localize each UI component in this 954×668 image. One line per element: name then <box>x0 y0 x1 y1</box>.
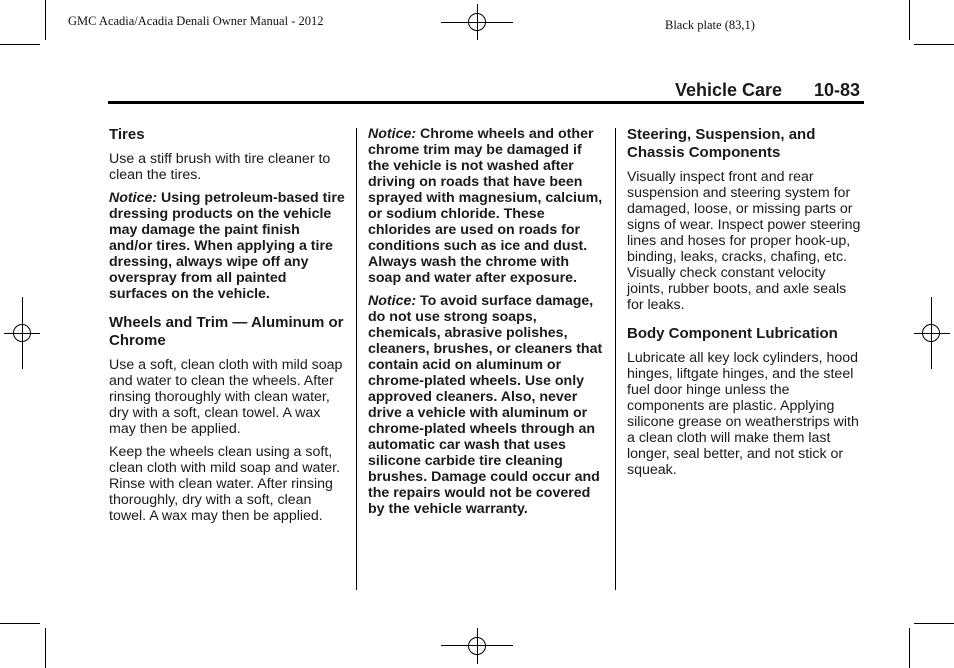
column-middle <box>368 126 606 524</box>
notice-text: Chrome wheels and other chrome trim may be damaged if the vehicle is not washed after driving on roads that have been sprayed with magnesium, calcium, or sodium chloride. These chlorides are used on roads for conditions such as ice and dust. Always wash the chrome with soap and water after exposure. <box>368 126 603 286</box>
lubrication-heading: Body Component Lubrication <box>627 325 838 342</box>
wheels-heading: Wheels and Trim — Aluminum or Chrome <box>109 314 344 349</box>
surface-damage-notice <box>368 293 606 517</box>
crop-mark-bottom-right-v <box>909 628 910 668</box>
tires-body: Use a stiff brush with tire cleaner to clean the tires. <box>109 151 331 183</box>
crop-mark-bottom-right-h <box>914 623 954 624</box>
tires-heading: Tires <box>109 126 145 143</box>
crop-mark-top-left-v <box>45 0 46 40</box>
manual-title: GMC Acadia/Acadia Denali Owner Manual - 2012 <box>68 14 324 28</box>
chrome-notice <box>368 126 606 286</box>
tires-notice <box>109 190 345 302</box>
steering-body: Visually inspect front and rear suspension and steering system for damaged, loose, or missing parts or signs of wear. Inspect power steering lines and hoses for proper hook-up, binding, leaks, cracks, chafing, etc. Visually check constant velocity joints, rubber boots, and axle seals for leaks. <box>627 169 861 313</box>
column-left <box>109 126 345 531</box>
crop-mark-bottom-left-v <box>45 628 46 668</box>
section-title: Vehicle Care <box>675 80 783 100</box>
crop-mark-top-right-v <box>909 0 910 40</box>
steering-heading: Steering, Suspension, and Chassis Components <box>627 126 816 161</box>
lubrication-body: Lubricate all key lock cylinders, hood hinges, liftgate hinges, and the steel fuel door hinge unless the components are plastic. Applying silicone grease on weatherstrips with a clean cloth will make them last longer, seal better, and not stick or squeak. <box>627 350 859 478</box>
column-divider-2 <box>615 128 616 590</box>
notice-label: Notice: <box>368 126 417 142</box>
plate-label: Black plate (83,1) <box>665 18 755 32</box>
notice-text: Using petroleum-based tire dressing products on the vehicle may damage the paint finish and/or tires. When applying a tire dressing, always wipe off any overspray from all painted surfaces on the vehicle. <box>109 190 345 302</box>
notice-text: To avoid surface damage, do not use strong soaps, chemicals, abrasive polishes, cleaners, brushes, or cleaners that contain acid on aluminum or chrome-plated wheels. Use only approved cleaners. Also, never drive a vehicle with aluminum or chrome-plated wheels through an automatic car wash that uses silicone carbide tire cleaning brushes. Damage could occur and the repairs would not be covered by the vehicle warranty. <box>368 293 603 517</box>
page-number: 10-83 <box>814 80 861 100</box>
wheels-body-2: Keep the wheels clean using a soft, clean cloth with mild soap and water. Rinse with clean water. After rinsing thoroughly, dry with a soft, clean towel. A wax may then be applied. <box>109 444 341 524</box>
column-right <box>627 126 865 485</box>
column-divider-1 <box>356 128 357 590</box>
notice-label: Notice: <box>368 293 417 309</box>
crop-mark-top-left-h <box>0 44 40 45</box>
wheels-body-1: Use a soft, clean cloth with mild soap and water to clean the wheels. After rinsing thoroughly with clean water, dry with a soft, clean towel. A wax may then be applied. <box>109 357 343 437</box>
header-rule <box>108 101 864 104</box>
notice-label: Notice: <box>109 190 158 206</box>
crop-mark-bottom-left-h <box>0 623 40 624</box>
crop-mark-top-right-h <box>914 44 954 45</box>
